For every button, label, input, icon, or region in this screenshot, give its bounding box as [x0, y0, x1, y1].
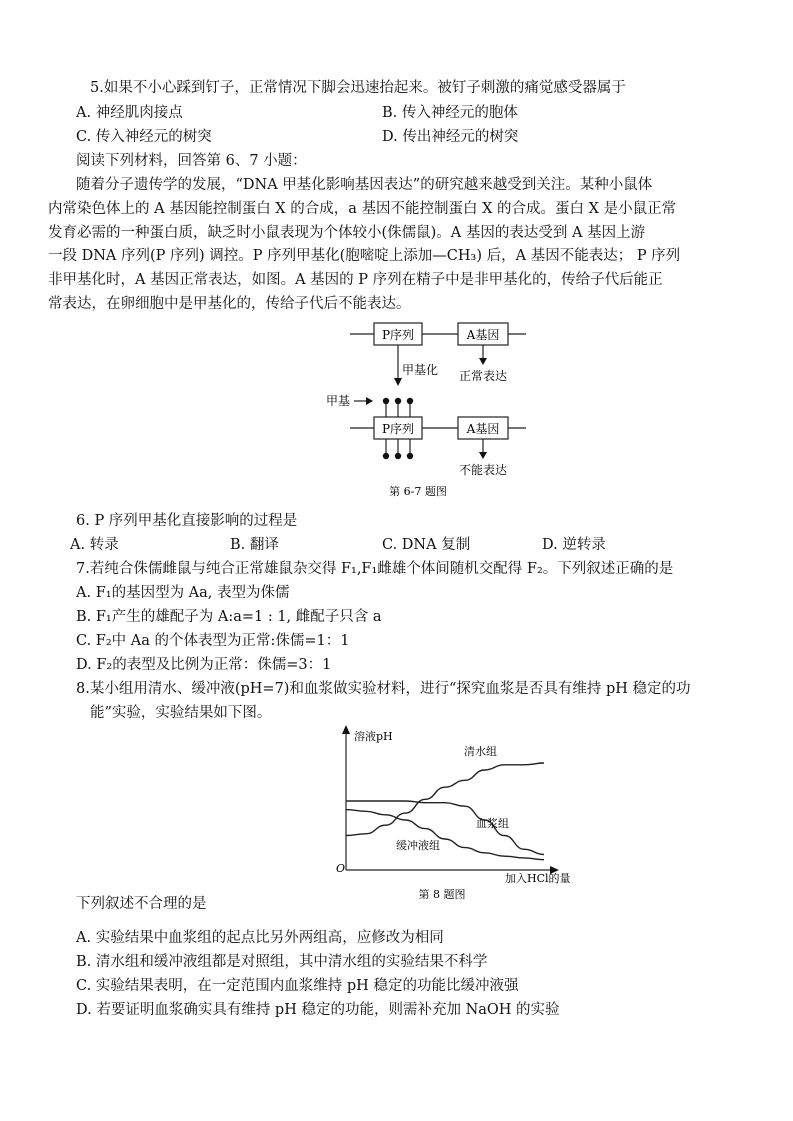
methyl-group: [383, 453, 389, 459]
p-sequence-label: P序列: [381, 328, 415, 342]
series-label-1: 清水组: [464, 745, 497, 758]
q6-option-b: B. 翻译: [230, 537, 279, 553]
q6-option-c: C. DNA 复制: [382, 537, 471, 553]
methyl-label: 甲基: [326, 394, 351, 408]
q8-option-a: A. 实验结果中血浆组的起点比另外两组高，应修改为相同: [76, 930, 444, 946]
arrow-head: [394, 378, 402, 386]
arrow-head: [479, 358, 487, 365]
no-expression-label: 不能表达: [458, 463, 508, 477]
methylation-diagram: [326, 318, 540, 498]
series-label-3: 缓冲液组: [396, 839, 440, 852]
series-line-1: [346, 763, 544, 836]
q7-option-a: A. F₁的基因型为 Aa, 表型为侏儒: [76, 585, 290, 601]
q6-option-d: D. 逆转录: [542, 537, 606, 553]
q6-stem: 6. P 序列甲基化直接影响的过程是: [76, 513, 298, 529]
q7-stem: 7.若纯合侏儒雌鼠与纯合正常雄鼠杂交得 F₁,F₁雌雄个体间随机交配得 F₂。下列叙述正确的是: [76, 561, 674, 577]
normal-expression-label: 正常表达: [458, 369, 508, 383]
reading-line: 发育必需的一种蛋白质，缺乏时小鼠表现为个体较小(侏儒鼠)。A 基因的表达受到 A 基因上游: [48, 225, 646, 241]
methyl-group: [383, 398, 389, 404]
q5-option-a: A. 神经肌肉接点: [76, 105, 183, 121]
q7-option-d: D. F₂的表型及比例为正常：侏儒=3：1: [76, 657, 332, 673]
reading-intro: 阅读下列材料，回答第 6、7 小题：: [76, 153, 307, 169]
a-gene-label: A基因: [466, 328, 500, 342]
methylation-label: 甲基化: [402, 363, 439, 377]
methyl-group: [395, 398, 401, 404]
series-line-3: [346, 810, 544, 860]
methyl-group: [395, 453, 401, 459]
series-line-2: [346, 801, 544, 855]
q8-stem: 8.某小组用清水、缓冲液(pH=7)和血浆做实验材料，进行“探究血浆是否具有维持 pH 稳定的功: [76, 681, 691, 697]
q8-option-d: D. 若要证明血浆确实具有维持 pH 稳定的功能，则需补充加 NaOH 的实验: [76, 1002, 560, 1018]
y-axis-label: 溶液pH: [354, 730, 393, 743]
arrow-head: [479, 452, 487, 459]
y-axis-arrow: [342, 725, 350, 734]
figure-caption: 第 6-7 题图: [389, 485, 447, 498]
q8-option-c: C. 实验结果表明，在一定范围内血浆维持 pH 稳定的功能比缓冲液强: [76, 978, 519, 994]
q6-option-a: A. 转录: [70, 537, 119, 553]
q5-option-d: D. 传出神经元的树突: [382, 129, 519, 145]
methyl-group: [407, 398, 413, 404]
q7-option-c: C. F₂中 Aa 的个体表型为正常:侏儒=1：1: [76, 633, 350, 649]
chart-caption: 第 8 题图: [418, 888, 466, 901]
p-sequence-label: P序列: [381, 422, 415, 436]
ph-chart: [330, 722, 570, 900]
q5-option-b: B. 传入神经元的胞体: [382, 105, 518, 121]
q8-stem-continued: 能”实验，实验结果如下图。: [90, 705, 272, 721]
reading-line: 内常染色体上的 A 基因能控制蛋白 X 的合成，a 基因不能控制蛋白 X 的合成。蛋白 X 是小鼠正常: [48, 201, 677, 217]
q8-lead: 下列叙述不合理的是: [76, 896, 207, 912]
a-gene-label: A基因: [466, 422, 500, 436]
x-axis-label: 加入HCl的量: [505, 872, 571, 885]
reading-line: 常表达，在卵细胞中是甲基化的，传给子代后不能表达。: [48, 296, 411, 312]
arrow-head: [366, 397, 373, 405]
reading-line: 一段 DNA 序列(P 序列) 调控。P 序列甲基化(胞嘧啶上添加—CH₃) 后，A 基因不能表达； P 序列: [48, 248, 681, 264]
q5-stem: 5.如果不小心踩到钉子，正常情况下脚会迅速抬起来。被钉子刺激的痛觉感受器属于: [90, 80, 626, 96]
origin-label: O: [336, 862, 346, 875]
series-label-2: 血浆组: [476, 817, 509, 830]
methyl-group: [407, 453, 413, 459]
reading-line: 随着分子遗传学的发展，“DNA 甲基化影响基因表达”的研究越来越受到关注。某种小鼠体: [76, 177, 653, 193]
q7-option-b: B. F₁产生的雄配子为 A:a=1 : 1, 雌配子只含 a: [76, 609, 382, 625]
q8-option-b: B. 清水组和缓冲液组都是对照组，其中清水组的实验结果不科学: [76, 954, 488, 970]
q5-option-c: C. 传入神经元的树突: [76, 129, 212, 145]
reading-line: 非甲基化时，A 基因正常表达，如图。A 基因的 P 序列在精子中是非甲基化的，传给子代后能正: [48, 272, 663, 288]
